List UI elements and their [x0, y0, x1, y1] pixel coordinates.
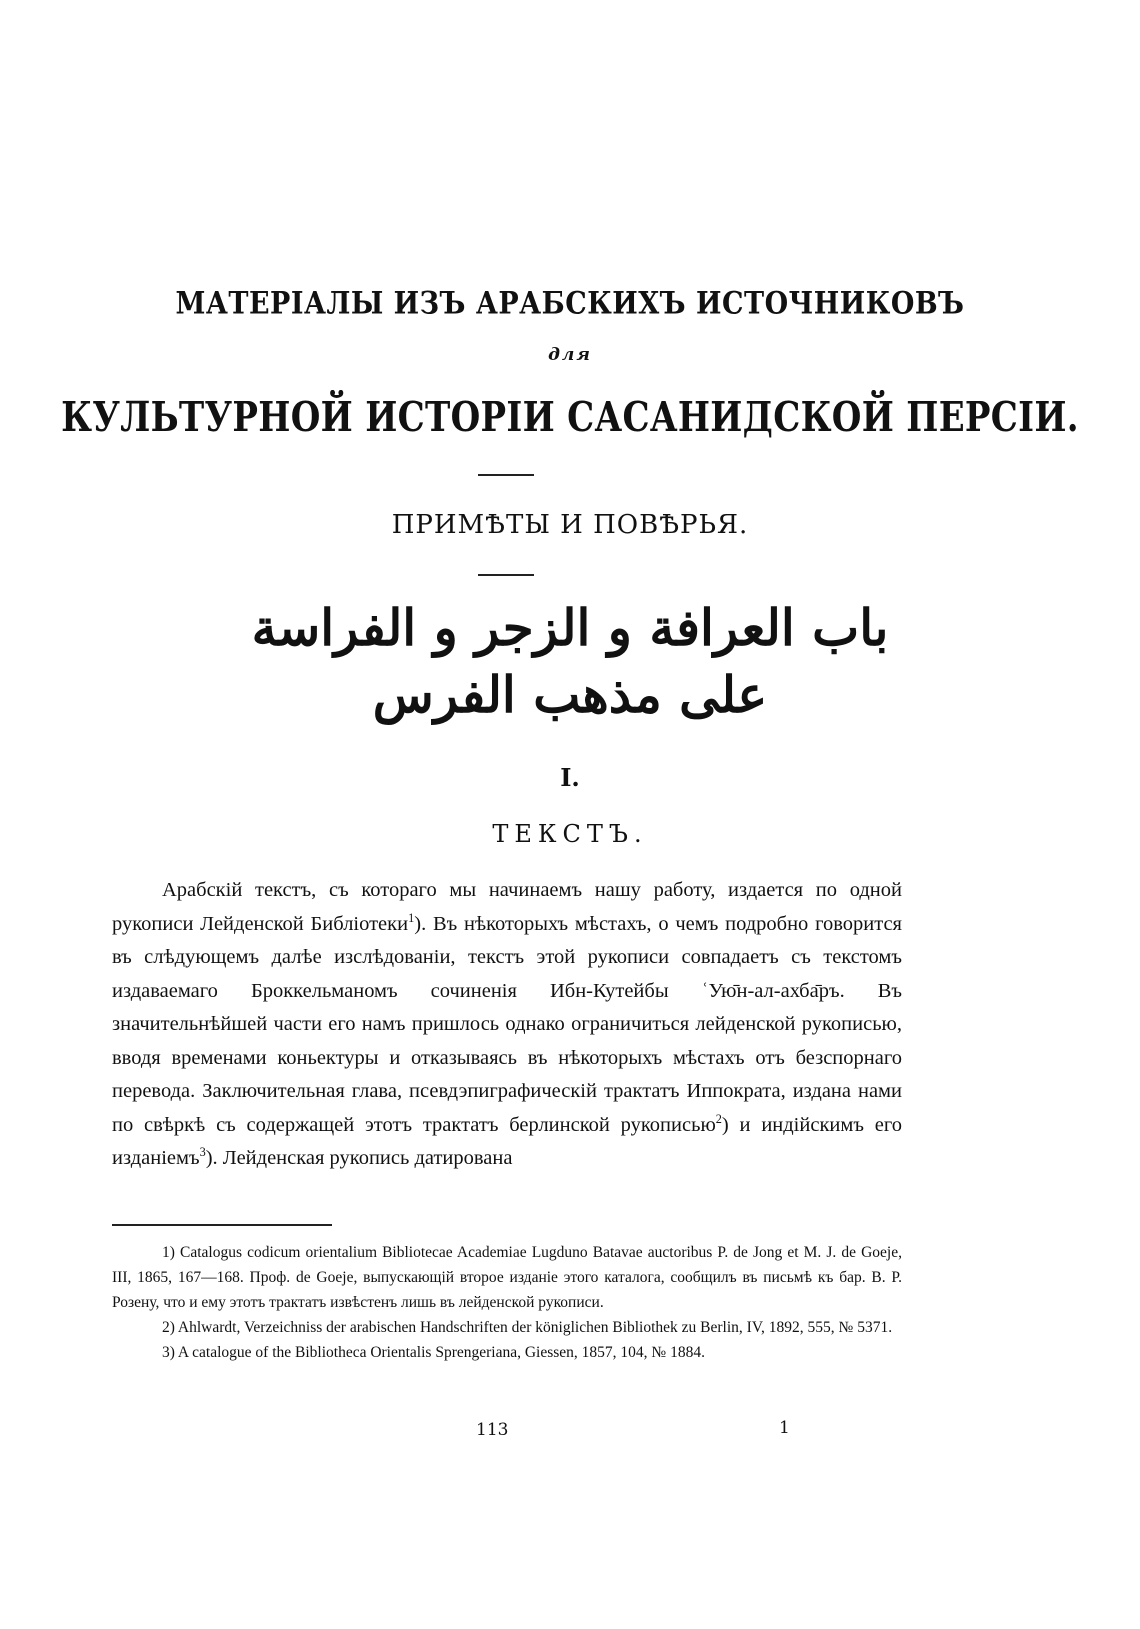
page-number: 113	[476, 1420, 509, 1440]
section-heading: ТЕКСТЪ.	[492, 820, 648, 848]
footnote-3: 3) A catalogue of the Bibliotheca Orientalis Sprengeriana, Giessen, 1857, 104, № 1884.	[162, 1344, 705, 1361]
footnote-1: 1) Catalogus codicum orientalium Bibliotecae Academiae Lugduno Batavae auctoribus P. de Jong et M. J. de Goeje, III, 1865, 167—168. Проф. de Goeje, выпускающій второе изданіе этого каталога, сообщилъ въ письмѣ къ бар. В. Р. Розену, что и ему этотъ трактатъ извѣстенъ лишь въ лейденской рукописи.	[112, 1244, 902, 1311]
section-number: I.	[560, 763, 580, 792]
body-text-part-b: ). Въ нѣкоторыхъ мѣстахъ, о чемъ подробно говорится въ слѣдующемъ далѣе изслѣдованіи, текстъ этой рукописи совпадаетъ съ текстомъ издаваемаго Броккельманомъ сочиненія Ибн-Кутейбы ʿУю̄н-ал-ахба̄ръ. Въ значительнѣйшей части его намъ пришлось однако ограничиться лейденской рукописью, вводя временами коньектуры и отказываясь въ нѣкоторыхъ мѣстахъ отъ безспорнаго перевода. Заключительная глава, псевдэпиграфическій трактатъ Иппократа, издана нами по свѣркѣ съ содержащей этотъ трактатъ берлинской рукописью	[112, 912, 902, 1136]
footnote-divider	[112, 1224, 332, 1226]
title-line-1: МАТЕРІАЛЫ ИЗЪ АРАБСКИХЪ ИСТОЧНИКОВЪ	[175, 285, 965, 322]
footnote-ref-2[interactable]: 2	[715, 1111, 722, 1126]
footnotes	[112, 1240, 902, 1365]
footnote-ref-3[interactable]: 3	[199, 1145, 206, 1160]
footnote-2: 2) Ahlwardt, Verzeichniss der arabischen Handschriften der königlichen Bibliothek zu Berlin, IV, 1892, 555, № 5371.	[162, 1319, 893, 1336]
printer-signature: 1	[779, 1418, 790, 1438]
title-divider-top	[478, 474, 534, 476]
arabic-title-line-1: باب العرافة و الزجر و الفراسة	[251, 598, 889, 657]
subtitle: ПРИМѢТЫ И ПОВѢРЬЯ.	[391, 510, 749, 540]
arabic-title-line-2: على مذهب الفرس	[372, 665, 768, 724]
main-paragraph	[112, 874, 902, 1176]
body-text-part-a: Арабскій текстъ, съ котораго мы начинаемъ нашу работу, издается по одной рукописи Лейденской Библіотеки	[112, 879, 902, 935]
title-connector: для	[548, 345, 592, 365]
title-line-2: КУЛЬТУРНОЙ ИСТОРІИ САСАНИДСКОЙ ПЕРСІИ.	[61, 394, 1079, 442]
body-text-part-c: ) и индійскимъ его изданіемъ	[112, 1113, 902, 1169]
body-text-part-d: ). Лейденская рукопись датирована	[205, 1147, 513, 1169]
footnote-ref-1[interactable]: 1	[408, 910, 415, 925]
title-divider-bottom	[478, 574, 534, 576]
